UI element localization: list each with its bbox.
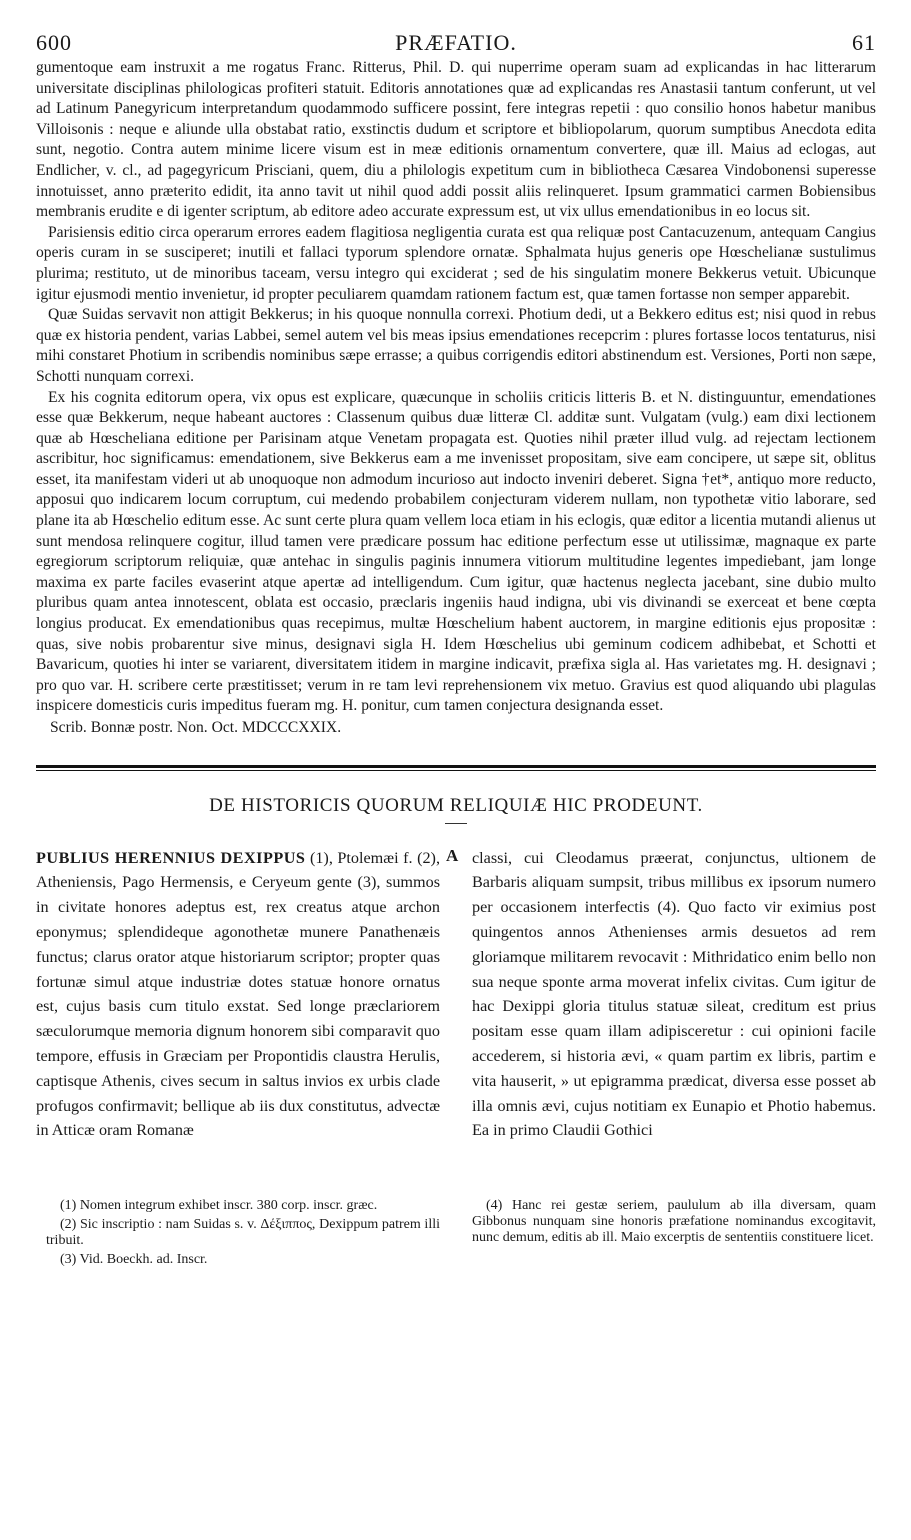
right-column-text: classi, cui Cleodamus præerat, conjunctus, ultionem de Barbaris aliquam sumpsit, tribus millibus ex ipsorum numero per occasionem interfectis (4). Quo facto vir eximius post quingentos annos Athenienses armis desuetos ad rem gloriamque militarem revocavit : Mithridatico enim bello non sua neque sponte arma moverat infelix civitas. Cum igitur de hac Dexippi gloria titulus statuæ sileat, creditum est prius positam esse quam illam adipisceretur : cui opinioni facile accederem, si historia ævi, « quam partim ex libris, partim e vita hauserit, » ut epigramma prædicat, diversa esse posset ab illa omnis ævi, cujus notitiam ex Eunapio et Photio habemus. Ea in primo Claudii Gothici xyxy=(472,848,876,1140)
footnote: (1) Nomen integrum exhibet inscr. 380 corp. inscr. græc. xyxy=(60,1197,378,1213)
left-column-text: (1), Ptolemæi f. (2), Atheniensis, Pago Hermensis, e Ceryeum gente (3), summos in civitate honores adeptus est, rex creatus atque archon eponymus; splendideque agonothetæ munere Panathenæis functus; clarus orator atque historiarum scriptor; propter quas fortunæ simul atque industriæ dotes statuæ honore ornatus est, cujus basis cum titulo exstat. Sed longe præclariorem sæculorumque memoria dignum honorem sibi comparavit quo tempore, effusis in Græciam per Propontidis claustra Herulis, captisque Athenis, cives secum in saltus invios ex urbis clade profugos confirmavit; bellique ab iis dux constitutus, advectæ in Atticæ oram Romanæ xyxy=(36,848,440,1140)
footnotes-left xyxy=(46,1198,440,1271)
double-rule-divider xyxy=(36,765,876,771)
footnote: (3) Vid. Boeckh. ad. Inscr. xyxy=(60,1251,208,1267)
footnotes xyxy=(36,1198,876,1318)
dexippus-name-lead: PUBLIUS HERENNIUS DEXIPPUS xyxy=(36,848,306,867)
preface-paragraph: Quæ Suidas servavit non attigit Bekkerus; in his quoque nonnulla correxi. Photium dedi, ut a Bekkero editus est; nisi quod in rebus quæ ex historia pendent, varias Labbei, semel autem vel bis meas ipsius emendationes recepcrim : plures fortasse locos tentaturus, nisi mihi constaret Photium in scribendis nominibus sæpe errasse; a quibus corrigendis editori abstinendum est. Versiones, Porti non sæpe, Schotti nunquam correxi. xyxy=(36,306,876,385)
book-page xyxy=(36,30,876,1318)
footnote: (4) Hanc rei gestæ seriem, paululum ab illa diversam, quam Gibbonus nunquam sine honoris præfatione nominandus excogitavit, nunc demum, editis ab ill. Maio excerptis de sententiis constituere licet. xyxy=(472,1197,876,1245)
signature-line: Scrib. Bonnæ postr. Non. Oct. MDCCCXXIX. xyxy=(50,719,342,736)
footnotes-right xyxy=(472,1198,876,1249)
preface-paragraph: Parisiensis editio circa operarum errores eadem flagitiosa negligentia curata est qua reliquæ post Cantacuzenum, antequam Cangius operis curam in se susciperet; inutili et fallaci typorum splendore ornatæ. Sphalmata hujus generis ope Hœschelianæ sustulimus plurima; restituto, ut de minoribus taceam, versu integro qui exciderat ; sed de his singulatim monere Bekkerus vetuit. Ubicunque igitur ejusmodi mentio invenietur, id propter peculiarem quamdam rationem factum est, quæ tamen fortasse non semper apparebit. xyxy=(36,223,876,303)
column-number-right: 61 xyxy=(852,30,876,55)
right-column xyxy=(472,846,876,1144)
left-column-paragraph xyxy=(36,846,440,1144)
running-head xyxy=(36,30,876,58)
footnote: (2) Sic inscriptio : nam Suidas s. v. Δέξιππος, Dexippum patrem illi tribuit. xyxy=(46,1216,440,1248)
preface-text xyxy=(36,58,876,739)
column-marker: A xyxy=(446,845,459,865)
section-title: DE HISTORICIS QUORUM RELIQUIÆ HIC PRODEUNT. xyxy=(209,794,703,816)
column-number-left: 600 xyxy=(36,30,72,55)
running-title: PRÆFATIO. xyxy=(395,30,517,55)
two-column-body xyxy=(36,846,876,1186)
left-column xyxy=(36,846,440,1144)
title-dash-divider xyxy=(445,823,467,824)
preface-paragraph: Ex his cognita editorum opera, vix opus est explicare, quæcunque in scholiis criticis litteris B. et N. distinguuntur, emendationes esse quæ Bekkerum, neque habeant auctores : Classenum quibus duæ litteræ Cl. additæ sunt. Vulgatam (vulg.) eam dixi lectionem quæ ab Hœscheliana editione per Parisinam atque Venetam propagata est. Quoties nihil præter illud vulg. ad rejectam lectionem ascribitur, hoc significamus: emendationem, sive Bekkerus eam a me invenisset propositam, sive eam concipere, ut sæpe sit, oblitus esset, ita manifestam videri ut ab unoquoque non admodum incurioso aut indocto inveniri deberet. Signa †et*, antiquo more reducto, apposui quo indicarem locum corruptum, cui medendo probabilem conjecturam viderem nullam, non typothetæ vitio laborare, sed plane ita ab Hœschelio editum esse. Ac sunt certe plura quam vellem loca etiam in his eclogis, quæ editor a licentia mutandi alienus ut sunt mendosa relinquere cogitur, illud tamen vere prædicare possum hac editione perfectum esse ut utilissimæ, magnaque ex parte egregiorum scriptorum reliquiæ, quæ antehac in singulis paginis innumera vitiorum multitudine legentes impediebant, jam longe maxima ex parte faciles evaserint atque apertæ ad intelligendum. Cum igitur, quæ hactenus neglecta jacebant, sine dubio multo pluribus quam antea innotescent, oblata est occasio, præclaris ingeniis haud indigna, ubi vis divinandi se exerceat et bene cœpta longius producat. Ex emendationibus quas recepimus, multæ Hœschelium habent auctorem, in margine editionis ejus propositæ : quas, sive nobis probarentur sive minus, designavi sigla H. Idem Hœschelius ubi geminum codicem adhibebat, et Schotti et Bavaricum, quoties hi inter se variarent, diversitatem itidem in margine indicavit, præfixa sigla al. Has varietates mg. H. designavi ; pro quo var. H. scribere certe præstitisset; verum in re tam levi reprehensionem vix metuo. Gravius est quod aliquando ubi plagulas inspicere domesticis curis impeditus fueram mg. H. ponitur, cum tamen conjectura designanda esset. xyxy=(36,388,876,715)
preface-paragraph: gumentoque eam instruxit a me rogatus Franc. Ritterus, Phil. D. qui nuperrime operam suam ad explicandas in hac litterarum universitate disciplinas philologicas profiteri statuit. Editoris annotationes quæ ad explicandas res Anastasii tantum conferunt, ut vel ad Latinum Panegyricum interpretandum quodammodo sufficere possint, fere integras repetii : quo consilio honos habetur manibus Villoisonis : neque e aliunde ulla obstabat ratio, exstinctis dudum et scriptore et bibliopolarum, quorum sumptibus Anecdota edita sunt, negotio. Contra autem minime licere visum est in meæ editionis ornamentum convertere, quæ ill. Maius ad eclogas, aut Endlicher, v. cl., ad pagegyricum Prisciani, quem, diu a philologis expetitum cum in bibliotheca Cæsarea Vindobonensi superesse innotuisset, anno præterito edidit, ita anno tavit ut nihil quod addi possit aliis relinqueret. Ipsum grammatici carmen Bobiensibus membranis erudite e di igenter scriptum, ab editore adeo accurate expressum est, ut vix ullus emendationibus in eo locus sit. xyxy=(36,59,876,221)
